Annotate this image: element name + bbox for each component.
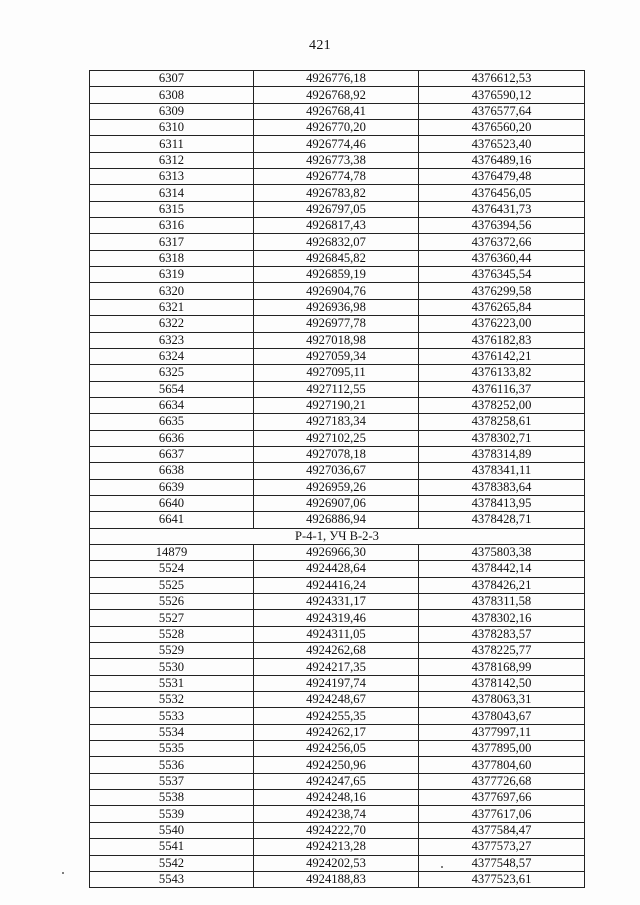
x-coordinate-cell: 4924238,74 [254, 806, 419, 822]
scan-speck [62, 872, 64, 874]
point-number-cell: 6323 [90, 332, 254, 348]
point-number-cell: 5538 [90, 790, 254, 806]
point-number-cell: 6316 [90, 218, 254, 234]
table-row [90, 234, 585, 250]
y-coordinate-cell: 4376612,53 [419, 71, 585, 87]
table-row [90, 871, 585, 887]
point-number-cell: 5527 [90, 610, 254, 626]
x-coordinate-cell: 4926768,41 [254, 103, 419, 119]
table-row [90, 822, 585, 838]
x-coordinate-cell: 4926904,76 [254, 283, 419, 299]
point-number-cell: 5542 [90, 855, 254, 871]
y-coordinate-cell: 4377573,27 [419, 839, 585, 855]
x-coordinate-cell: 4924213,28 [254, 839, 419, 855]
y-coordinate-cell: 4377584,47 [419, 822, 585, 838]
y-coordinate-cell: 4378314,89 [419, 446, 585, 462]
x-coordinate-cell: 4927183,34 [254, 414, 419, 430]
table-row [90, 332, 585, 348]
x-coordinate-cell: 4926959,26 [254, 479, 419, 495]
point-number-cell: 6310 [90, 120, 254, 136]
x-coordinate-cell: 4924262,68 [254, 643, 419, 659]
x-coordinate-cell: 4927059,34 [254, 348, 419, 364]
y-coordinate-cell: 4376133,82 [419, 365, 585, 381]
page-number: 421 [309, 38, 331, 53]
point-number-cell: 5536 [90, 757, 254, 773]
y-coordinate-cell: 4376142,21 [419, 348, 585, 364]
table-row [90, 495, 585, 511]
point-number-cell: 6636 [90, 430, 254, 446]
x-coordinate-cell: 4927102,25 [254, 430, 419, 446]
x-coordinate-cell: 4924311,05 [254, 626, 419, 642]
x-coordinate-cell: 4927018,98 [254, 332, 419, 348]
y-coordinate-cell: 4376116,37 [419, 381, 585, 397]
section-title: Р-4-1, УЧ В-2-3 [90, 528, 585, 544]
point-number-cell: 6319 [90, 267, 254, 283]
table-row [90, 316, 585, 332]
table-row [90, 839, 585, 855]
table-row [90, 708, 585, 724]
point-number-cell: 6320 [90, 283, 254, 299]
x-coordinate-cell: 4926776,18 [254, 71, 419, 87]
point-number-cell: 5524 [90, 561, 254, 577]
point-number-cell: 6311 [90, 136, 254, 152]
point-number-cell: 6641 [90, 512, 254, 528]
point-number-cell: 6635 [90, 414, 254, 430]
x-coordinate-cell: 4926845,82 [254, 250, 419, 266]
point-number-cell: 6637 [90, 446, 254, 462]
y-coordinate-cell: 4375803,38 [419, 544, 585, 560]
table-row [90, 692, 585, 708]
y-coordinate-cell: 4376523,40 [419, 136, 585, 152]
y-coordinate-cell: 4376479,48 [419, 169, 585, 185]
table-row [90, 544, 585, 560]
y-coordinate-cell: 4377726,68 [419, 773, 585, 789]
point-number-cell: 5654 [90, 381, 254, 397]
y-coordinate-cell: 4378168,99 [419, 659, 585, 675]
y-coordinate-cell: 4376299,58 [419, 283, 585, 299]
point-number-cell: 5525 [90, 577, 254, 593]
point-number-cell: 5534 [90, 724, 254, 740]
x-coordinate-cell: 4926977,78 [254, 316, 419, 332]
point-number-cell: 5528 [90, 626, 254, 642]
table-row [90, 741, 585, 757]
x-coordinate-cell: 4924256,05 [254, 741, 419, 757]
y-coordinate-cell: 4378283,57 [419, 626, 585, 642]
table-row [90, 381, 585, 397]
x-coordinate-cell: 4924250,96 [254, 757, 419, 773]
table-row [90, 446, 585, 462]
y-coordinate-cell: 4378225,77 [419, 643, 585, 659]
x-coordinate-cell: 4924255,35 [254, 708, 419, 724]
point-number-cell: 6640 [90, 495, 254, 511]
table-row [90, 365, 585, 381]
point-number-cell: 14879 [90, 544, 254, 560]
point-number-cell: 6315 [90, 201, 254, 217]
table-row [90, 561, 585, 577]
x-coordinate-cell: 4927036,67 [254, 463, 419, 479]
point-number-cell: 5537 [90, 773, 254, 789]
x-coordinate-cell: 4924428,64 [254, 561, 419, 577]
x-coordinate-cell: 4924247,65 [254, 773, 419, 789]
y-coordinate-cell: 4377617,06 [419, 806, 585, 822]
table-row [90, 152, 585, 168]
table-row [90, 479, 585, 495]
point-number-cell: 6312 [90, 152, 254, 168]
y-coordinate-cell: 4378341,11 [419, 463, 585, 479]
y-coordinate-cell: 4376394,56 [419, 218, 585, 234]
point-number-cell: 6308 [90, 87, 254, 103]
coordinates-group-2 [90, 544, 585, 887]
point-number-cell: 5532 [90, 692, 254, 708]
table-row [90, 250, 585, 266]
table-row [90, 659, 585, 675]
x-coordinate-cell: 4926774,78 [254, 169, 419, 185]
y-coordinate-cell: 4376489,16 [419, 152, 585, 168]
y-coordinate-cell: 4376560,20 [419, 120, 585, 136]
y-coordinate-cell: 4376223,00 [419, 316, 585, 332]
y-coordinate-cell: 4376265,84 [419, 299, 585, 315]
x-coordinate-cell: 4926797,05 [254, 201, 419, 217]
table-row [90, 87, 585, 103]
x-coordinate-cell: 4927078,18 [254, 446, 419, 462]
point-number-cell: 5535 [90, 741, 254, 757]
y-coordinate-cell: 4378442,14 [419, 561, 585, 577]
x-coordinate-cell: 4927112,55 [254, 381, 419, 397]
table-row [90, 724, 585, 740]
y-coordinate-cell: 4377523,61 [419, 871, 585, 887]
table-row [90, 757, 585, 773]
x-coordinate-cell: 4926773,38 [254, 152, 419, 168]
point-number-cell: 5530 [90, 659, 254, 675]
y-coordinate-cell: 4378413,95 [419, 495, 585, 511]
y-coordinate-cell: 4377997,11 [419, 724, 585, 740]
y-coordinate-cell: 4377548,57 [419, 855, 585, 871]
table-row [90, 397, 585, 413]
point-number-cell: 6317 [90, 234, 254, 250]
point-number-cell: 5539 [90, 806, 254, 822]
scan-speck [441, 866, 443, 868]
y-coordinate-cell: 4378426,21 [419, 577, 585, 593]
table-row [90, 577, 585, 593]
point-number-cell: 6322 [90, 316, 254, 332]
y-coordinate-cell: 4376360,44 [419, 250, 585, 266]
coordinates-table [89, 70, 585, 888]
table-row [90, 855, 585, 871]
table-row [90, 626, 585, 642]
point-number-cell: 6325 [90, 365, 254, 381]
y-coordinate-cell: 4378383,64 [419, 479, 585, 495]
table-row [90, 299, 585, 315]
y-coordinate-cell: 4378258,61 [419, 414, 585, 430]
table-row [90, 463, 585, 479]
x-coordinate-cell: 4926832,07 [254, 234, 419, 250]
x-coordinate-cell: 4924319,46 [254, 610, 419, 626]
y-coordinate-cell: 4377804,60 [419, 757, 585, 773]
x-coordinate-cell: 4924248,67 [254, 692, 419, 708]
x-coordinate-cell: 4926966,30 [254, 544, 419, 560]
point-number-cell: 6634 [90, 397, 254, 413]
section-header-row [90, 528, 585, 544]
table-row [90, 185, 585, 201]
y-coordinate-cell: 4378428,71 [419, 512, 585, 528]
x-coordinate-cell: 4926770,20 [254, 120, 419, 136]
table-row [90, 348, 585, 364]
y-coordinate-cell: 4378142,50 [419, 675, 585, 691]
x-coordinate-cell: 4924416,24 [254, 577, 419, 593]
y-coordinate-cell: 4377697,66 [419, 790, 585, 806]
x-coordinate-cell: 4926817,43 [254, 218, 419, 234]
point-number-cell: 6638 [90, 463, 254, 479]
x-coordinate-cell: 4924188,83 [254, 871, 419, 887]
x-coordinate-cell: 4926783,82 [254, 185, 419, 201]
point-number-cell: 5533 [90, 708, 254, 724]
table-row [90, 136, 585, 152]
point-number-cell: 6324 [90, 348, 254, 364]
y-coordinate-cell: 4376431,73 [419, 201, 585, 217]
x-coordinate-cell: 4926774,46 [254, 136, 419, 152]
point-number-cell: 6639 [90, 479, 254, 495]
y-coordinate-cell: 4378043,67 [419, 708, 585, 724]
point-number-cell: 6307 [90, 71, 254, 87]
x-coordinate-cell: 4924222,70 [254, 822, 419, 838]
point-number-cell: 5540 [90, 822, 254, 838]
table-row [90, 201, 585, 217]
table-row [90, 71, 585, 87]
table-row [90, 610, 585, 626]
table-row [90, 218, 585, 234]
table-row [90, 103, 585, 119]
point-number-cell: 6318 [90, 250, 254, 266]
x-coordinate-cell: 4926936,98 [254, 299, 419, 315]
table-row [90, 806, 585, 822]
y-coordinate-cell: 4378311,58 [419, 594, 585, 610]
x-coordinate-cell: 4924331,17 [254, 594, 419, 610]
x-coordinate-cell: 4927190,21 [254, 397, 419, 413]
point-number-cell: 6321 [90, 299, 254, 315]
y-coordinate-cell: 4378063,31 [419, 692, 585, 708]
y-coordinate-cell: 4378252,00 [419, 397, 585, 413]
x-coordinate-cell: 4924262,17 [254, 724, 419, 740]
y-coordinate-cell: 4377895,00 [419, 741, 585, 757]
table-row [90, 790, 585, 806]
y-coordinate-cell: 4376590,12 [419, 87, 585, 103]
point-number-cell: 5531 [90, 675, 254, 691]
point-number-cell: 5526 [90, 594, 254, 610]
table-row [90, 283, 585, 299]
table-row [90, 643, 585, 659]
y-coordinate-cell: 4376182,83 [419, 332, 585, 348]
y-coordinate-cell: 4376456,05 [419, 185, 585, 201]
y-coordinate-cell: 4376345,54 [419, 267, 585, 283]
x-coordinate-cell: 4924248,16 [254, 790, 419, 806]
y-coordinate-cell: 4378302,16 [419, 610, 585, 626]
x-coordinate-cell: 4926907,06 [254, 495, 419, 511]
x-coordinate-cell: 4924202,53 [254, 855, 419, 871]
coordinates-group-1 [90, 71, 585, 529]
point-number-cell: 5543 [90, 871, 254, 887]
point-number-cell: 5541 [90, 839, 254, 855]
y-coordinate-cell: 4378302,71 [419, 430, 585, 446]
x-coordinate-cell: 4926768,92 [254, 87, 419, 103]
x-coordinate-cell: 4927095,11 [254, 365, 419, 381]
table-row [90, 414, 585, 430]
point-number-cell: 5529 [90, 643, 254, 659]
y-coordinate-cell: 4376372,66 [419, 234, 585, 250]
x-coordinate-cell: 4926859,19 [254, 267, 419, 283]
table-row [90, 169, 585, 185]
x-coordinate-cell: 4924217,35 [254, 659, 419, 675]
table-row [90, 773, 585, 789]
table-row [90, 512, 585, 528]
point-number-cell: 6309 [90, 103, 254, 119]
x-coordinate-cell: 4926886,94 [254, 512, 419, 528]
point-number-cell: 6313 [90, 169, 254, 185]
y-coordinate-cell: 4376577,64 [419, 103, 585, 119]
table-row [90, 675, 585, 691]
table-row [90, 267, 585, 283]
point-number-cell: 6314 [90, 185, 254, 201]
x-coordinate-cell: 4924197,74 [254, 675, 419, 691]
table-row [90, 120, 585, 136]
table-row [90, 594, 585, 610]
table-row [90, 430, 585, 446]
section-header-group [90, 528, 585, 544]
